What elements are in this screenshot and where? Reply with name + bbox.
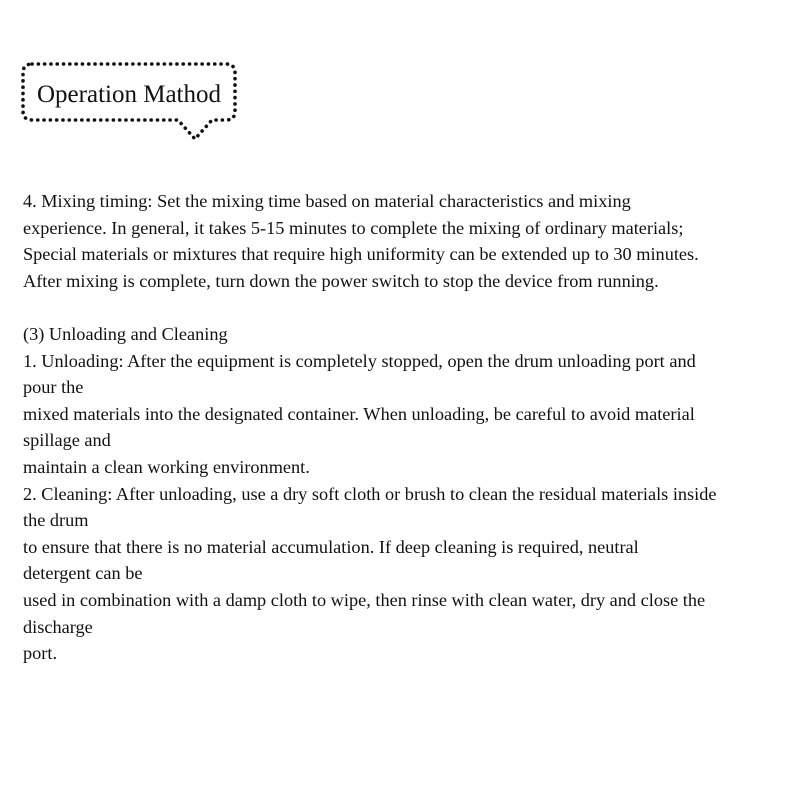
text-line: 4. Mixing timing: Set the mixing time based on material characteristics and mixing	[23, 191, 631, 211]
text-line: discharge	[23, 616, 93, 637]
text-line: pour the	[23, 377, 84, 398]
text-line: 2. Cleaning: After unloading, use a dry soft cloth or brush to clean the residual materials inside	[23, 483, 717, 504]
instructions-text	[23, 188, 768, 667]
text-line: port.	[23, 643, 58, 664]
blank-line	[23, 294, 768, 321]
text-line: experience. In general, it takes 5-15 minutes to complete the mixing of ordinary materials;	[23, 217, 684, 238]
section-heading-bubble	[18, 59, 240, 149]
text-line: maintain a clean working environment.	[23, 456, 310, 477]
text-line: mixed materials into the designated container. When unloading, be careful to avoid material	[23, 403, 695, 424]
text-line: spillage and	[23, 430, 111, 451]
text-line: 1. Unloading: After the equipment is completely stopped, open the drum unloading port and	[23, 350, 696, 371]
text-line: detergent can be	[23, 563, 143, 584]
text-line: to ensure that there is no material accumulation. If deep cleaning is required, neutral	[23, 536, 639, 557]
text-line: After mixing is complete, turn down the power switch to stop the device from running.	[23, 270, 659, 291]
subsection-heading: (3) Unloading and Cleaning	[23, 323, 228, 344]
text-line: used in combination with a damp cloth to wipe, then rinse with clean water, dry and close the	[23, 589, 706, 610]
text-line: Special materials or mixtures that require high uniformity can be extended up to 30 minutes.	[23, 244, 699, 265]
text-line: the drum	[23, 510, 89, 531]
section-title: Operation Mathod	[37, 81, 221, 108]
